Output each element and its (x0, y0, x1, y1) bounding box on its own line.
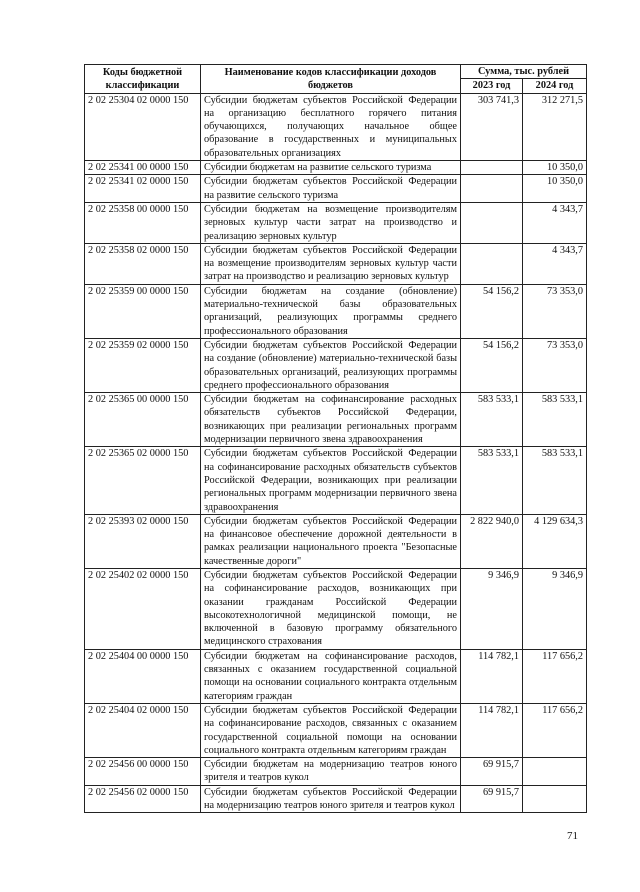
table-row (85, 338, 587, 392)
code-name-cell: Субсидии бюджетам субъектов Российской Федерации на возмещение производителям зерновых культур части затрат на производство и реализацию зерновых культур (201, 243, 461, 284)
amount-2024-cell (523, 785, 587, 813)
amount-2024-cell (523, 758, 587, 786)
amount-2023-cell: 114 782,1 (461, 649, 523, 703)
amount-2023-cell (461, 161, 523, 175)
amount-2023-cell: 54 156,2 (461, 284, 523, 338)
amount-2023-cell: 2 822 940,0 (461, 514, 523, 568)
table-row (85, 243, 587, 284)
budget-code-cell: 2 02 25304 02 0000 150 (85, 93, 201, 160)
code-name-cell: Субсидии бюджетам субъектов Российской Федерации на организацию бесплатного горячего питания обучающихся, получающих начальное общее образование в государственных и муниципальных образовательных организациях (201, 93, 461, 160)
code-name-cell: Субсидии бюджетам на создание (обновление) материально-технической базы образовательных организаций, реализующих программы среднего профессионального образования (201, 284, 461, 338)
code-name-cell: Субсидии бюджетам на модернизацию театров юного зрителя и театров кукол (201, 758, 461, 786)
amount-2024-cell: 4 343,7 (523, 202, 587, 243)
amount-2024-cell: 312 271,5 (523, 93, 587, 160)
budget-code-cell: 2 02 25393 02 0000 150 (85, 514, 201, 568)
table-row (85, 703, 587, 757)
page-number: 71 (567, 830, 578, 842)
amount-2023-cell: 54 156,2 (461, 338, 523, 392)
table-header (85, 65, 587, 94)
budget-code-cell: 2 02 25402 02 0000 150 (85, 568, 201, 649)
table-row (85, 514, 587, 568)
code-name-cell: Субсидии бюджетам на софинансирование расходных обязательств субъектов Российской Федерации, возникающих при реализации региональных программ модернизации первичного звена здравоохранения (201, 393, 461, 447)
header-sum: Сумма, тыс. рублей (461, 65, 587, 79)
amount-2023-cell (461, 175, 523, 203)
table-row (85, 284, 587, 338)
table-row (85, 758, 587, 786)
table-row (85, 175, 587, 203)
amount-2023-cell (461, 243, 523, 284)
amount-2024-cell: 10 350,0 (523, 161, 587, 175)
code-name-cell: Субсидии бюджетам субъектов Российской Федерации на софинансирование расходов, возникающих при оказании гражданам Российской Федерации высокотехнологичной медицинской помощи, не включенной в базовую программу обязательного медицинского страхования (201, 568, 461, 649)
amount-2024-cell: 583 533,1 (523, 393, 587, 447)
table-row (85, 447, 587, 514)
table-body (85, 93, 587, 813)
amount-2024-cell: 4 343,7 (523, 243, 587, 284)
budget-code-cell: 2 02 25341 00 0000 150 (85, 161, 201, 175)
amount-2023-cell (461, 202, 523, 243)
table-row (85, 161, 587, 175)
amount-2024-cell: 73 353,0 (523, 338, 587, 392)
budget-code-cell: 2 02 25404 00 0000 150 (85, 649, 201, 703)
amount-2023-cell: 114 782,1 (461, 703, 523, 757)
table-row (85, 202, 587, 243)
code-name-cell: Субсидии бюджетам субъектов Российской Федерации на софинансирование расходов, связанных с оказанием государственной социальной помощи на основании социального контракта отдельным категориям граждан (201, 703, 461, 757)
budget-code-cell: 2 02 25365 00 0000 150 (85, 393, 201, 447)
table-row (85, 785, 587, 813)
header-year-2023: 2023 год (461, 79, 523, 93)
amount-2024-cell: 117 656,2 (523, 703, 587, 757)
code-name-cell: Субсидии бюджетам на развитие сельского туризма (201, 161, 461, 175)
budget-income-table (84, 64, 587, 813)
header-code-names: Наименование кодов классификации доходов бюджетов (201, 65, 461, 94)
budget-code-cell: 2 02 25341 02 0000 150 (85, 175, 201, 203)
amount-2023-cell: 583 533,1 (461, 393, 523, 447)
budget-code-cell: 2 02 25358 02 0000 150 (85, 243, 201, 284)
code-name-cell: Субсидии бюджетам субъектов Российской Федерации на создание (обновление) материально-технической базы образовательных организаций, реализующих программы среднего профессионального образования (201, 338, 461, 392)
budget-code-cell: 2 02 25358 00 0000 150 (85, 202, 201, 243)
amount-2024-cell: 73 353,0 (523, 284, 587, 338)
code-name-cell: Субсидии бюджетам на софинансирование расходов, связанных с оказанием государственной социальной помощи на основании социального контракта отдельным категориям граждан (201, 649, 461, 703)
code-name-cell: Субсидии бюджетам на возмещение производителям зерновых культур части затрат на производство и реализацию зерновых культур (201, 202, 461, 243)
amount-2023-cell: 69 915,7 (461, 785, 523, 813)
code-name-cell: Субсидии бюджетам субъектов Российской Федерации на софинансирование расходных обязательств субъектов Российской Федерации, возникающих при реализации региональных программ модернизации первичного звена здравоохранения (201, 447, 461, 514)
amount-2023-cell: 69 915,7 (461, 758, 523, 786)
code-name-cell: Субсидии бюджетам субъектов Российской Федерации на модернизацию театров юного зрителя и театров кукол (201, 785, 461, 813)
header-year-2024: 2024 год (523, 79, 587, 93)
amount-2024-cell: 4 129 634,3 (523, 514, 587, 568)
code-name-cell: Субсидии бюджетам субъектов Российской Федерации на финансовое обеспечение дорожной деятельности в рамках реализации национального проекта "Безопасные качественные дороги" (201, 514, 461, 568)
budget-code-cell: 2 02 25365 02 0000 150 (85, 447, 201, 514)
amount-2023-cell: 583 533,1 (461, 447, 523, 514)
table-row (85, 568, 587, 649)
budget-code-cell: 2 02 25456 02 0000 150 (85, 785, 201, 813)
amount-2024-cell: 10 350,0 (523, 175, 587, 203)
amount-2024-cell: 583 533,1 (523, 447, 587, 514)
table-row (85, 393, 587, 447)
header-budget-codes: Коды бюджетной классификации (85, 65, 201, 94)
amount-2023-cell: 303 741,3 (461, 93, 523, 160)
code-name-cell: Субсидии бюджетам субъектов Российской Федерации на развитие сельского туризма (201, 175, 461, 203)
amount-2024-cell: 117 656,2 (523, 649, 587, 703)
budget-code-cell: 2 02 25404 02 0000 150 (85, 703, 201, 757)
amount-2024-cell: 9 346,9 (523, 568, 587, 649)
budget-code-cell: 2 02 25359 02 0000 150 (85, 338, 201, 392)
table-row (85, 649, 587, 703)
budget-code-cell: 2 02 25359 00 0000 150 (85, 284, 201, 338)
amount-2023-cell: 9 346,9 (461, 568, 523, 649)
budget-code-cell: 2 02 25456 00 0000 150 (85, 758, 201, 786)
table-row (85, 93, 587, 160)
